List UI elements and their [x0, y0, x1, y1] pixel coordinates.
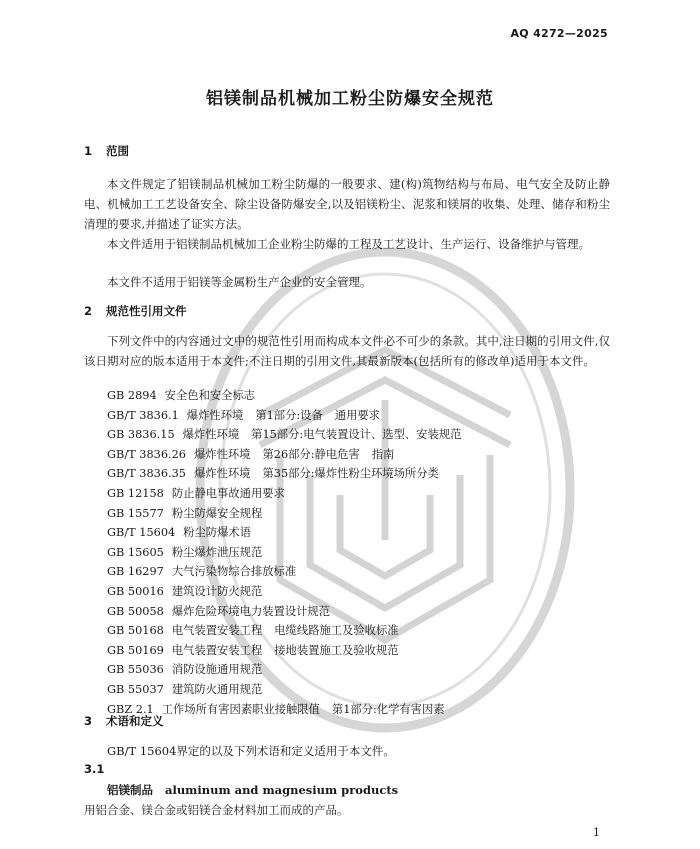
reference-code: GB 50169: [107, 643, 164, 657]
section-title: 规范性引用文件: [106, 304, 187, 318]
reference-code: GB 12158: [107, 486, 164, 500]
reference-code: GB 50058: [107, 604, 164, 618]
reference-item: [107, 680, 461, 700]
reference-code: GB 50016: [107, 584, 164, 598]
reference-item: [107, 386, 461, 406]
reference-title-part: 爆炸性环境: [193, 447, 251, 461]
page-number: 1: [593, 826, 600, 839]
reference-title-part: 爆炸性环境: [186, 408, 244, 422]
reference-title-part: 安全色和安全标志: [164, 389, 256, 402]
reference-code: GB/T 3836.35: [107, 467, 186, 481]
reference-code: GB/T 3836.1: [107, 408, 179, 422]
terms-intro: GB/T 15604界定的以及下列术语和定义适用于本文件。: [107, 744, 395, 758]
reference-code: GB 2894: [107, 389, 157, 402]
reference-code: GB/T 15604: [107, 526, 176, 540]
scope-paragraph-1: 本文件规定了铝镁制品机械加工粉尘防爆的一般要求、建(构)筑物结构与布局、电气安全及防止静电、机械加工工艺设备安全、除尘设备防爆安全,以及铝镁粉尘、泥浆和镁屑的收集、处理、储存和粉尘清理的要求,并描述了证实方法。: [84, 177, 610, 231]
reference-title-part: 建筑防火通用规范: [171, 682, 263, 696]
reference-title-part: 粉尘防爆安全规程: [171, 506, 263, 520]
section-3-heading: [84, 713, 164, 729]
term-chinese: 铝镁制品: [107, 783, 153, 797]
reference-code: GB 55036: [107, 663, 164, 677]
term-definition: 用铝合金、镁合金或铝镁合金材料加工而成的产品。: [84, 803, 349, 817]
reference-title-part: 爆炸危险环境电力装置设计规范: [171, 604, 331, 618]
reference-item: [107, 602, 461, 622]
reference-item: [107, 406, 461, 426]
reference-item: [107, 504, 461, 524]
reference-item: [107, 445, 461, 465]
reference-title-part: 粉尘爆炸泄压规范: [171, 545, 263, 559]
reference-title-part: 防止静电事故通用要求: [171, 486, 285, 500]
document-title: 铝镁制品机械加工粉尘防爆安全规范: [206, 89, 494, 109]
scope-paragraph-2: 本文件适用于铝镁制品机械加工企业粉尘防爆的工程及工艺设计、生产运行、设备维护与管理。: [107, 237, 590, 251]
refs-intro: 下列文件中的内容通过文中的规范性引用而构成本文件必不可少的条款。其中,注日期的引用文件,仅该日期对应的版本适用于本文件;不注日期的引用文件,其最新版本(包括所有的修改单)适用于本文件。: [84, 334, 610, 368]
reference-title-part: 爆炸性环境: [182, 428, 240, 442]
reference-title-part: 指南: [371, 447, 395, 461]
reference-code: GB 15577: [107, 506, 164, 520]
reference-title-part: 爆炸性环境: [193, 467, 251, 481]
term-english: aluminum and magnesium products: [165, 783, 399, 797]
reference-title-part: 第26部分:静电危害: [262, 447, 360, 461]
reference-list: [107, 386, 461, 719]
reference-title-part: 第35部分:爆炸性粉尘环境场所分类: [262, 467, 439, 481]
reference-title-part: 电气装置安装工程: [171, 643, 263, 657]
reference-title-part: 第15部分:电气装置设计、选型、安装规范: [251, 428, 462, 442]
reference-item: [107, 425, 461, 445]
term-entry-number: 3.1: [84, 762, 105, 776]
reference-code: GB 16297: [107, 565, 164, 579]
reference-item: [107, 543, 461, 563]
reference-code: GB 15605: [107, 545, 164, 559]
reference-item: [107, 523, 461, 543]
reference-code: GBZ 2.1: [107, 702, 154, 716]
standard-code: AQ 4272—2025: [510, 27, 608, 40]
reference-title-part: 第1部分:化学有害因素: [331, 702, 445, 716]
reference-title-part: 建筑设计防火规范: [171, 584, 263, 598]
reference-item: [107, 621, 461, 641]
reference-title-part: 电缆线路施工及验收标准: [274, 624, 399, 638]
reference-title-part: 消防设施通用规范: [171, 663, 263, 677]
reference-title-part: 第1部分:设备: [255, 408, 323, 422]
reference-code: GB/T 3836.26: [107, 447, 186, 461]
reference-title-part: 电气装置安装工程: [171, 624, 263, 638]
reference-code: GB 50168: [107, 624, 164, 638]
section-title: 术语和定义: [106, 714, 164, 728]
reference-item: [107, 660, 461, 680]
reference-item: [107, 562, 461, 582]
section-number: 3: [84, 714, 93, 728]
reference-code: GB 55037: [107, 682, 164, 696]
reference-code: GB 3836.15: [107, 428, 175, 442]
section-title: 范围: [106, 144, 129, 158]
term-heading: [107, 782, 398, 798]
reference-item: [107, 582, 461, 602]
reference-title-part: 粉尘防爆术语: [183, 526, 251, 540]
scope-paragraph-3: 本文件不适用于铝镁等金属粉生产企业的安全管理。: [107, 275, 372, 289]
reference-title-part: 接地装置施工及验收规范: [274, 643, 399, 657]
reference-item: [107, 464, 461, 484]
section-2-heading: [84, 303, 187, 319]
section-number: 2: [84, 304, 93, 318]
reference-item: [107, 641, 461, 661]
reference-title-part: 通用要求: [334, 408, 380, 422]
reference-title-part: 大气污染物综合排放标准: [171, 565, 297, 579]
reference-title-part: 工作场所有害因素职业接触限值: [161, 702, 320, 716]
section-number: 1: [84, 144, 93, 158]
reference-item: [107, 484, 461, 504]
section-1-heading: [84, 143, 129, 159]
